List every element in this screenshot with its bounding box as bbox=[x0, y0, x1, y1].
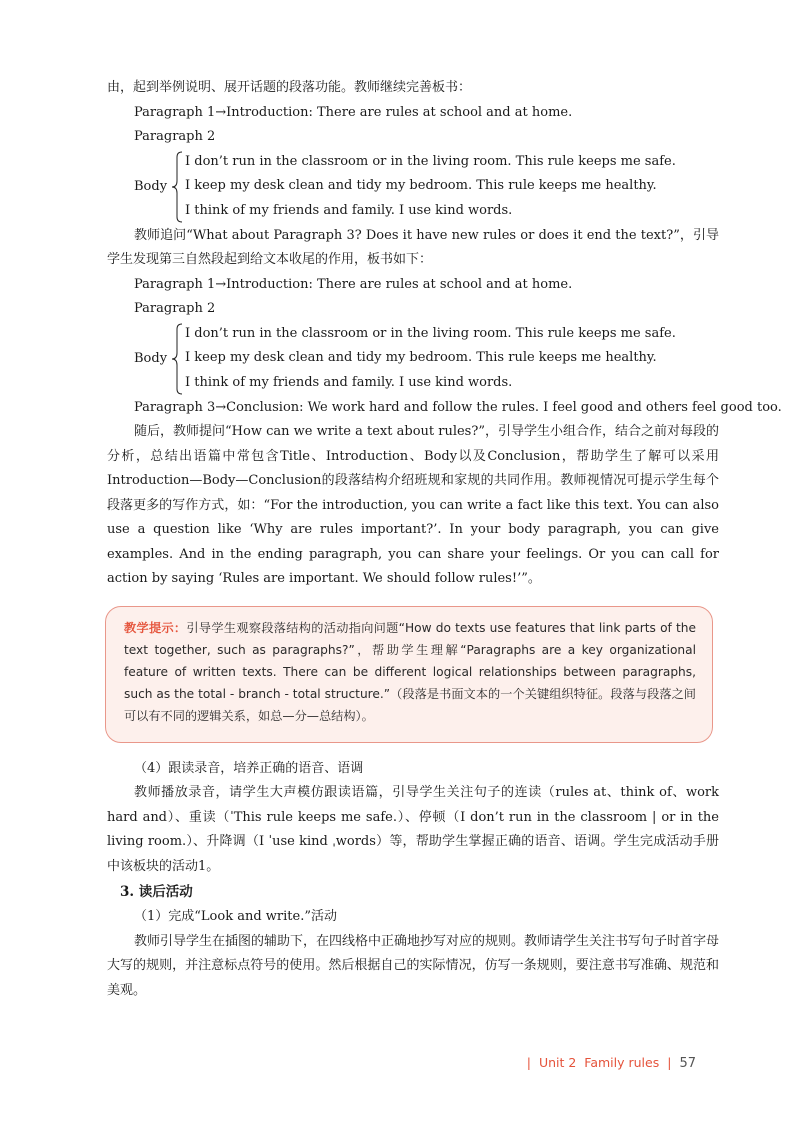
page-footer: | Unit 2 Family rules | 57 bbox=[526, 1055, 696, 1071]
page-number: 57 bbox=[679, 1056, 696, 1071]
section3-sub: （1）完成“Look and write.”活动 bbox=[134, 909, 337, 925]
section4-text: 教师播放录音，请学生大声模仿跟读语篇，引导学生关注句子的连读（rules at、think of、work hard and）、重读（ˈThis rule keeps me safe.）、停顿（I don’t run in the classroom | or in the living room.）、升降调（I ˈuse kind ˌwords）等，帮助学生掌握正确的语音、语调。学生完成活动手册中该板块的活动1。 bbox=[107, 785, 719, 874]
brace-icon bbox=[171, 322, 183, 396]
board-body-block-2 bbox=[134, 322, 719, 396]
section3-heading: 3. 读后活动 bbox=[120, 884, 193, 901]
body-line-1b: I don’t run in the classroom or in the living room. This rule keeps me safe. bbox=[185, 325, 676, 341]
board-paragraph-1: Paragraph 1→Introduction: There are rules at school and at home. bbox=[134, 104, 573, 120]
body-line-3b: I think of my friends and family. I use kind words. bbox=[185, 374, 513, 390]
footer-unit: Unit 2 bbox=[538, 1055, 577, 1070]
footer-title: Family rules bbox=[584, 1055, 660, 1070]
body-line-3: I think of my friends and family. I use kind words. bbox=[185, 202, 513, 218]
board-paragraph-2b: Paragraph 2 bbox=[134, 301, 216, 316]
intro-line: 由，起到举例说明、展开话题的段落功能。教师继续完善板书： bbox=[107, 80, 472, 95]
section3-text: 教师引导学生在插图的辅助下，在四线格中正确地抄写对应的规则。教师请学生关注书写句子时首字母大写的规则，并注意标点符号的使用。然后根据自己的实际情况，仿写一条规则，要注意书写准确、规范和美观。 bbox=[107, 933, 720, 998]
brace-icon bbox=[171, 150, 183, 224]
teacher-question: 教师追问“What about Paragraph 3? Does it have new rules or does it end the text?”，引导学生发现第三自然段起到给文本收尾的作用，板书如下： bbox=[107, 227, 719, 267]
teaching-tip-box bbox=[105, 606, 713, 743]
body-label: Body bbox=[134, 178, 168, 194]
follow-up-paragraph: 随后，教师提问“How can we write a text about rules?”，引导学生小组合作，结合之前对每段的分析，总结出语篇中常包含Title、Introduction、Body以及Conclusion，帮助学生了解可以采用Introduction—Body—Conclusion的段落结构介绍班规和家规的共同作用。教师视情况可提示学生每个段落更多的写作方式，如：“For the introduction, you can write a fact like this text. You can also use a question like ‘Why are rules important?’. In your body paragraph, you can give examples. And in the ending paragraph, you can share your feelings. Or you can call for action by saying ‘Rules are important. We should follow rules!’”。 bbox=[107, 424, 719, 586]
tip-text: 引导学生观察段落结构的活动指向问题“How do texts use features that link parts of the text together, such as paragraphs?”，帮助学生理解“Paragraphs are a key organizational feature of written texts. There can be different logical relationships between paragraphs, such as the total - branch - total structure.”（段落是书面文本的一个关键组织特征。段落与段落之间可以有不同的逻辑关系，如总—分—总结构）。 bbox=[124, 620, 696, 724]
body-line-2: I keep my desk clean and tidy my bedroom. This rule keeps me healthy. bbox=[185, 178, 657, 193]
body-label-2: Body bbox=[134, 350, 168, 366]
board-paragraph-1b: Paragraph 1→Introduction: There are rules at school and at home. bbox=[134, 276, 573, 292]
board-body-block bbox=[134, 150, 719, 224]
board-paragraph-3: Paragraph 3→Conclusion: We work hard and follow the rules. I feel good and others feel good too. bbox=[134, 399, 782, 415]
body-line-1: I don’t run in the classroom or in the living room. This rule keeps me safe. bbox=[185, 153, 676, 169]
tip-label: 教学提示： bbox=[124, 620, 187, 635]
section4-title: （4）跟读录音，培养正确的语音、语调 bbox=[134, 760, 364, 776]
body-line-2b: I keep my desk clean and tidy my bedroom. This rule keeps me healthy. bbox=[185, 350, 657, 365]
board-paragraph-2: Paragraph 2 bbox=[134, 129, 216, 144]
page-content bbox=[107, 76, 782, 1003]
